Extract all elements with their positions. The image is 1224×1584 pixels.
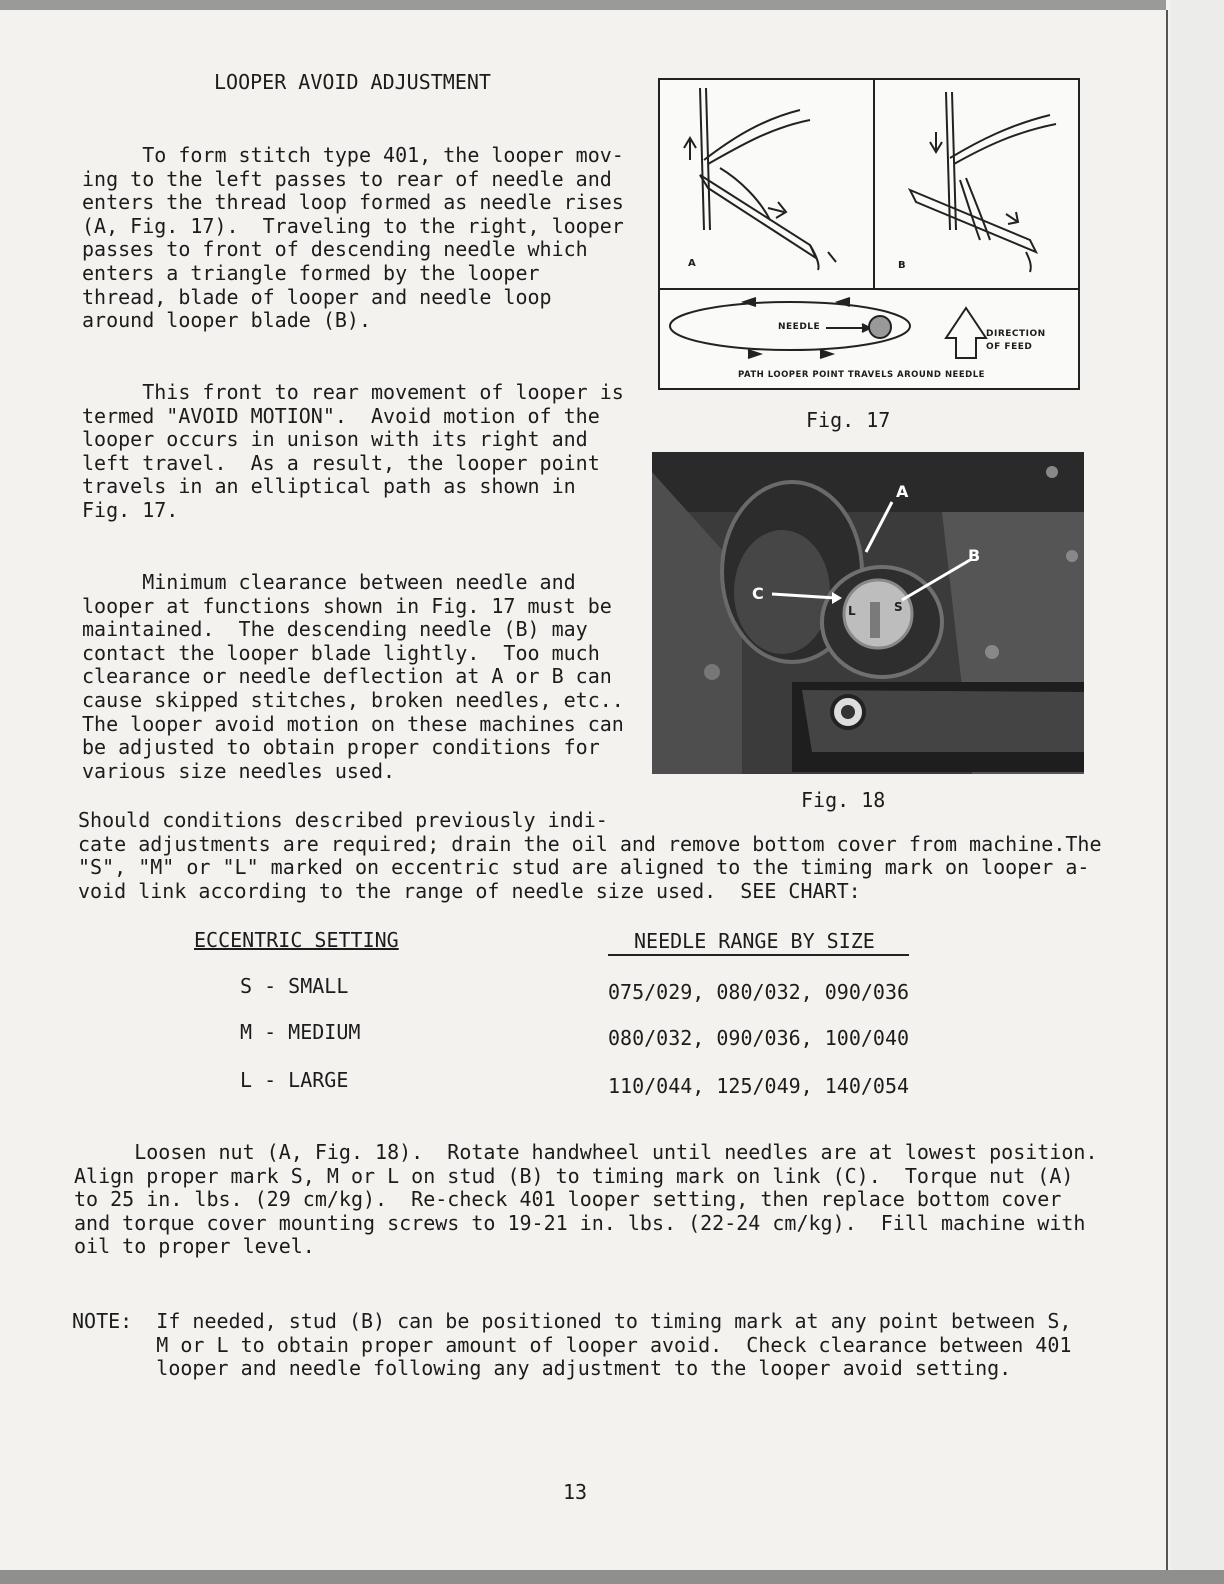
fig17-label-a: A [688, 258, 697, 269]
scan-edge-bottom [0, 1570, 1224, 1584]
path-caption: PATH LOOPER POINT TRAVELS AROUND NEEDLE [738, 370, 985, 380]
photo-label-c: C [752, 584, 764, 603]
photo-label-a: A [896, 482, 909, 501]
paragraph-clearance: Minimum clearance between needle and looper at functions shown in Fig. 17 must be maintained. The descending needle (B) may contact the looper blade lightly. Too much clearance or needle deflection at A or B can cause skipped stitches, broken needles, etc.. The looper avoid motion on these machines can be adjusted to obtain proper conditions for various size needles used. [82, 570, 624, 783]
paragraph-stitch-formation: To form stitch type 401, the looper mov- ing to the left passes to rear of needle and enters the thread loop formed as needle rises (A, Fig. 17). Traveling to the right, looper passes to front of descending needle which enters a triangle formed by the looper thread, blade of looper and needle loop around looper blade (B). [82, 143, 624, 333]
direction-of-feed-label: DIRECTION OF FEED [986, 329, 1046, 352]
chart-row-range: 075/029, 080/032, 090/036 [608, 980, 910, 1004]
chart-header-eccentric-setting: ECCENTRIC SETTING [194, 928, 399, 952]
fig17-label-b: B [898, 260, 907, 271]
chart-row-range: 110/044, 125/049, 140/054 [608, 1074, 910, 1098]
paragraph-avoid-motion: This front to rear movement of looper is termed "AVOID MOTION". Avoid motion of the looper occurs in unison with its right and left travel. As a result, the looper point travels in an elliptical path as shown in Fig. 17. [82, 380, 624, 522]
needle-circle [869, 316, 891, 338]
chart-row-setting: S - SMALL [240, 974, 349, 998]
chart-header-needle-range: NEEDLE RANGE BY SIZE [608, 928, 909, 956]
fig18-caption: Fig. 18 [801, 788, 886, 812]
scan-edge-line [1166, 10, 1168, 1570]
page-number: 13 [563, 1480, 588, 1504]
needle-label: NEEDLE [778, 322, 821, 332]
stud-mark-l: L [848, 604, 856, 618]
figure-17 [658, 78, 1080, 390]
figure-18-photo [652, 452, 1084, 774]
chart-row-setting: L - LARGE [240, 1068, 349, 1092]
looper-illustration-b [910, 92, 1056, 272]
photo-label-b: B [968, 546, 981, 565]
note-paragraph: NOTE: If needed, stud (B) can be positioned to timing mark at any point between S, M or L to obtain proper amount of looper avoid. Check clearance between 401 looper and needle following any adjustment to the looper avoid setting. [72, 1309, 1072, 1381]
page-title: LOOPER AVOID ADJUSTMENT [214, 70, 491, 94]
chart-row-range: 080/032, 090/036, 100/040 [608, 1026, 910, 1050]
fig17-caption: Fig. 17 [806, 408, 891, 432]
paragraph-adjustment: Should conditions described previously indi- cate adjustments are required; drain the oil and remove bottom cover from machine.The "S", "M" or "L" marked on eccentric stud are aligned to the timing mark on looper a- void link according to the range of needle size used. SEE CHART: [78, 808, 1102, 903]
chart-row-setting: M - MEDIUM [240, 1020, 361, 1044]
feed-arrow-icon [946, 308, 986, 358]
machine-photo-illustration [652, 452, 1084, 774]
scan-edge-right [1166, 0, 1224, 1584]
looper-illustration-a [684, 88, 836, 270]
stud-mark-s: S [894, 600, 903, 614]
scan-edge-top [0, 0, 1224, 10]
paragraph-procedure: Loosen nut (A, Fig. 18). Rotate handwheel until needles are at lowest position. Align proper mark S, M or L on stud (B) to timing mark on link (C). Torque nut (A) to 25 in. lbs. (29 cm/kg). Re-check 401 looper setting, then replace bottom cover and torque cover mounting screws to 19-21 in. lbs. (22-24 cm/kg). Fill machine with oil to proper level. [74, 1140, 1098, 1259]
